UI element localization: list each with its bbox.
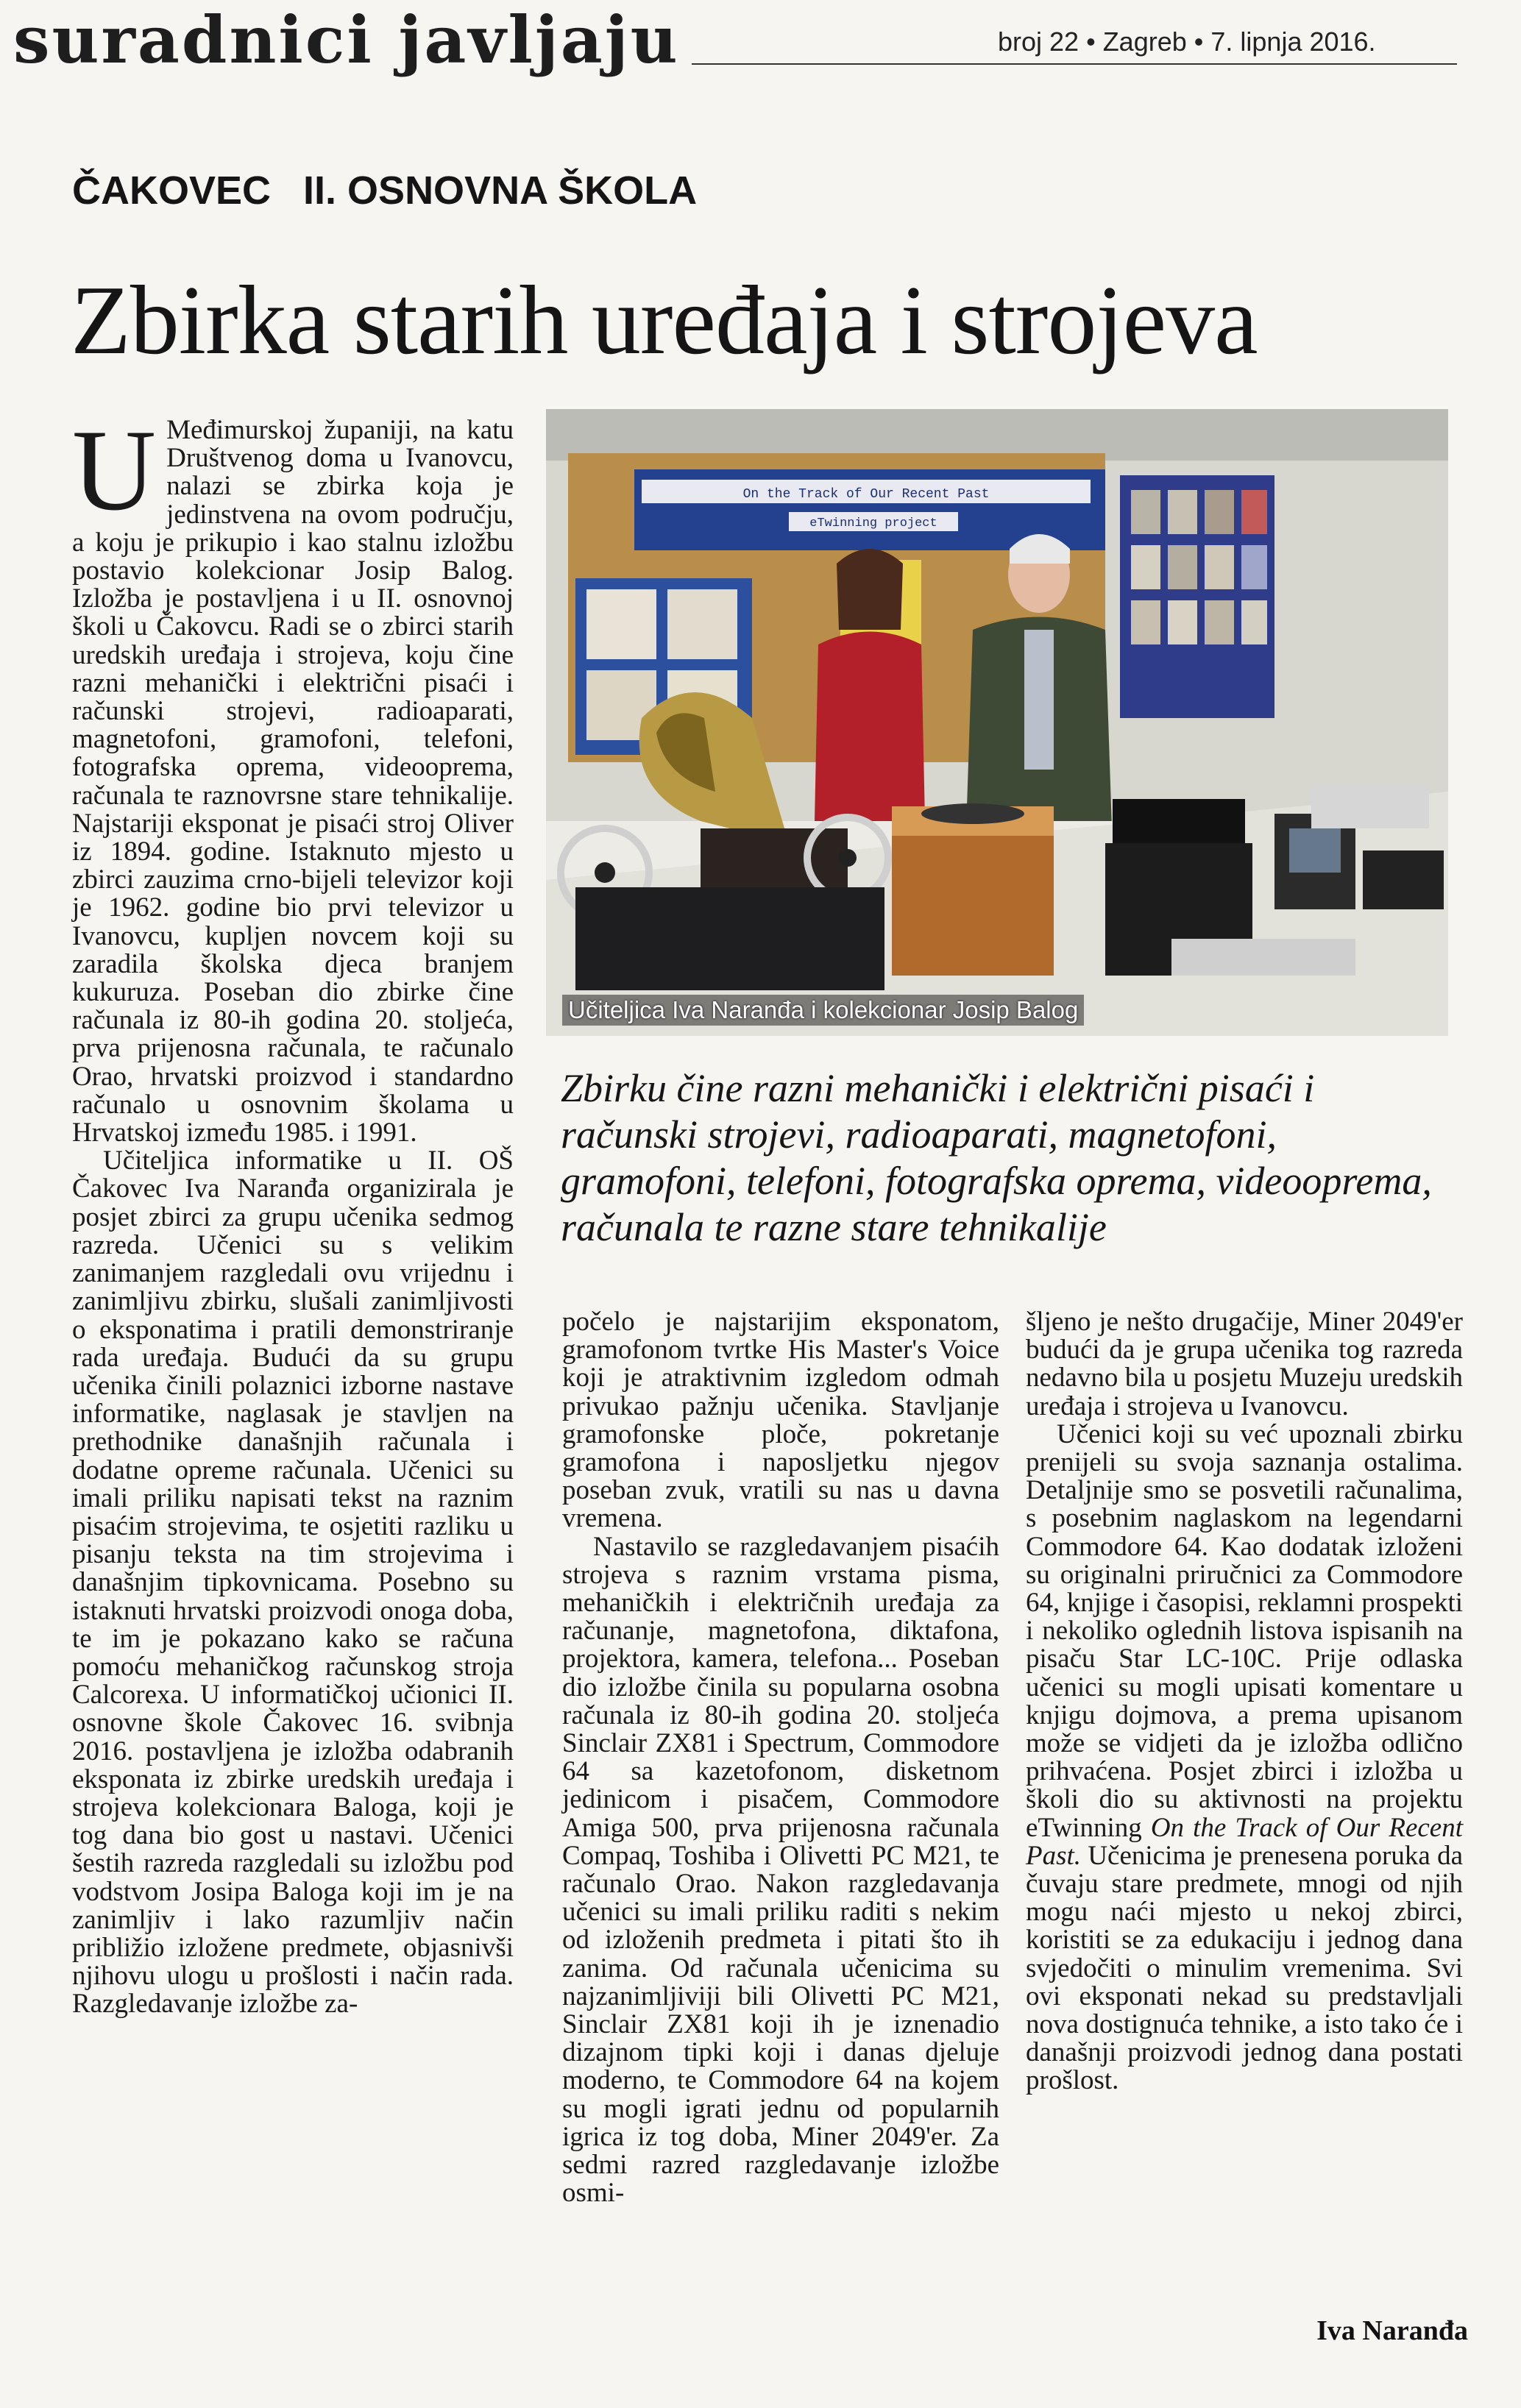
project-name: On the Track of Our Recent Past. xyxy=(1026,1812,1464,1871)
separator-dot: • xyxy=(1194,26,1204,57)
issue-city: Zagreb xyxy=(1102,26,1187,57)
paragraph-text: Učenicima je prenesena poruka da čuvaju stare predmete, mnogi od njih mogu naći mjesto u nekoj zbirci, koristiti se za edukaciju i jednog dana svjedočiti o minulim vremenima. Svi ovi eksponati nekad su predstavljali nova dostignuća tehnike, a isto tako će i današnji proizvodi jednog dana postati prošlost. xyxy=(1026,1840,1464,2096)
drop-cap: U xyxy=(72,406,157,535)
headline: Zbirka starih uređaja i strojeva xyxy=(71,266,1258,374)
article-paragraph: Nastavilo se razgledavanjem pisaćih strojeva s raznim vrstama pisma, mehaničkih i električnih uređaja za računanje, magnetofona, diktafona, projektora, kamera, telefona... Poseban dio izložbe činila su popularna osobna računala iz 80-ih godina 20. stoljeća Sinclair ZX81 i Spectrum, Commodore 64 sa kazetofonom, disketnom jedinicom i pisačem, Commodore Amiga 500, prva prijenosna računala Compaq, Toshiba i Olivetti PC M21, te računalo Orao. Nakon razgledavanja učenici su imali priliku raditi s nekim od izloženih predmeta i pitati što ih zanima. Od računala učenicima su najzanimljiviji bili Olivetti PC M21, Sinclair ZX81 koji ih je iznenadio dizajnom tipki koji i danas djeluje moderno, te Commodore 64 na kojem su mogli igrati jednu od popularnih igrica iz tog doba, Miner 2049'er. Za sedmi razred razgledavanje izložbe osmi- xyxy=(562,1531,999,2209)
kicker-city: ČAKOVEC xyxy=(72,168,272,213)
header-rule xyxy=(692,63,1457,65)
paragraph-text: Međimurskoj županiji, na katu Društvenog doma u Ivanovcu, nalazi se zbirka koja je jedinstvena na ovom području, a koju je prikupio i kao stalnu izložbu postavio kolekcionar Josip Balog. Izložba je postavljena i u II. osnovnoj školi u Čakovcu. Radi se o zbirci starih uredskih uređaja i strojeva, koju čine razni mehanički i električni pisaći i računski strojevi, radioaparati, magnetofoni, gramofoni, telefoni, fotografska oprema, videooprema, računala te raznovrsne stare tehnikalije. Najstariji eksponat je pisaći stroj Oliver iz 1894. godine. Istaknuto mjesto u zbirci zauzima crno-bijeli televizor koji je 1962. godine bio prvi televizor u Ivanovcu, kupljen novcem koji su zaradila školska djeca branjem kukuruza. Poseban dio zbirke čine računala iz 80-ih godina 20. stoljeća, prva prijenosna računala, te računalo Orao, hrvatski proizvod i standardno računalo u osnovnim školama u Hrvatskoj između 1985. i 1991. xyxy=(72,415,514,1148)
article-paragraph xyxy=(72,406,514,1148)
issue-date: 7. lipnja 2016. xyxy=(1210,26,1376,57)
banner-text: On the Track of Our Recent Past xyxy=(742,487,990,502)
photo-caption: Učiteljica Iva Naranđa i kolekcionar Josip Balog xyxy=(562,995,1084,1026)
issue-number: broj 22 xyxy=(998,26,1079,57)
article-column-2 xyxy=(562,1308,999,2208)
author-signature: Iva Naranđa xyxy=(1316,2315,1468,2346)
article-column-1 xyxy=(72,406,514,2020)
article-paragraph: počelo je najstarijim eksponatom, gramofonom tvrtke His Master's Voice koji je atraktivnim izgledom odmah privukao pažnju učenika. Stavljanje gramofonske ploče, pokretanje gramofona i naposljetku njegov poseban zvuk, vratili su nas u davna vremena. xyxy=(562,1307,999,1534)
article-paragraph: Učiteljica informatike u II. OŠ Čakovec Iva Naranđa organizirala je posjet zbirci za grupu učenika sedmog razreda. Učenici su s velikim zanimanjem razgledali ovu vrijednu i zanimljivu zbirku, slušali zanimljivosti o eksponatima i pratili demonstriranje rada uređaja. Budući da su grupu učenika činili polaznici izborne nastave informatike, naglasak je stavljen na prethodnike današnjih računala i dodatne opreme računala. Učenici su imali priliku napisati tekst na raznim pisaćim strojevima, te osjetiti razliku u pisanju teksta na tim strojevima i današnjim tipkovnicama. Posebno su istaknuti hrvatski proizvodi onoga doba, te im je pokazano kako se računa pomoću mehaničkog računskog stroja Calcorexa. U informatičkoj učionici II. osnovne škole Čakovec 16. svibnja 2016. postavljena je izložba odabranih eksponata iz zbirke uredskih uređaja i strojeva kolekcionara Baloga, koji je tog dana bio gost u nastavi. Učenici šestih razreda razgledali su izložbu pod vodstvom Josipa Baloga koji im je na zanimljiv i lako razumljiv način približio izložene predmete, objasnivši njihovu ulogu u prošlosti i način rada. Razgledavanje izložbe za- xyxy=(72,1146,514,2020)
issue-info xyxy=(998,26,1376,57)
section-title: suradnici javljaju xyxy=(13,1,680,78)
kicker xyxy=(72,168,697,213)
article-paragraph: šljeno je nešto drugačije, Miner 2049'er budući da je grupa učenika tog razreda nedavno bila u posjetu Muzeju uredskih uređaja i strojeva u Ivanovcu. xyxy=(1026,1307,1463,1421)
banner-text: eTwinning project xyxy=(809,516,937,530)
separator-dot: • xyxy=(1086,26,1096,57)
kicker-school: II. OSNOVNA ŠKOLA xyxy=(303,168,698,213)
pull-quote: Zbirku čine razni mehanički i električni pisaći i računski strojevi, radioaparati, magnetofoni, gramofoni, telefoni, fotografska oprema, videooprema, računala te razne stare tehnikalije xyxy=(561,1066,1432,1249)
paragraph-text: Učenici koji su već upoznali zbirku prenijeli su svoja saznanja ostalima. Detaljnije smo se posvetili računalima, s posebnim naglaskom na legendarni Commodore 64. Kao dodatak izloženi su originalni priručnici za Commodore 64, knjige i časopisi, reklamni prospekti i nekoliko oglednih listova ispisanih na pisaču Star LC-10C. Prije odlaska učenici su mogli upisati komentare u knjigu dojmova, a prema upisanom može se vidjeti da je izložba odlično prihvaćena. Posjet zbirci i izložba u školi dio su aktivnosti na projektu eTwinning xyxy=(1026,1418,1463,1843)
article-paragraph xyxy=(1026,1418,1464,2096)
article-photo xyxy=(546,409,1448,1036)
article-column-3 xyxy=(1026,1308,1463,2095)
photo-illustration xyxy=(546,409,1448,1036)
